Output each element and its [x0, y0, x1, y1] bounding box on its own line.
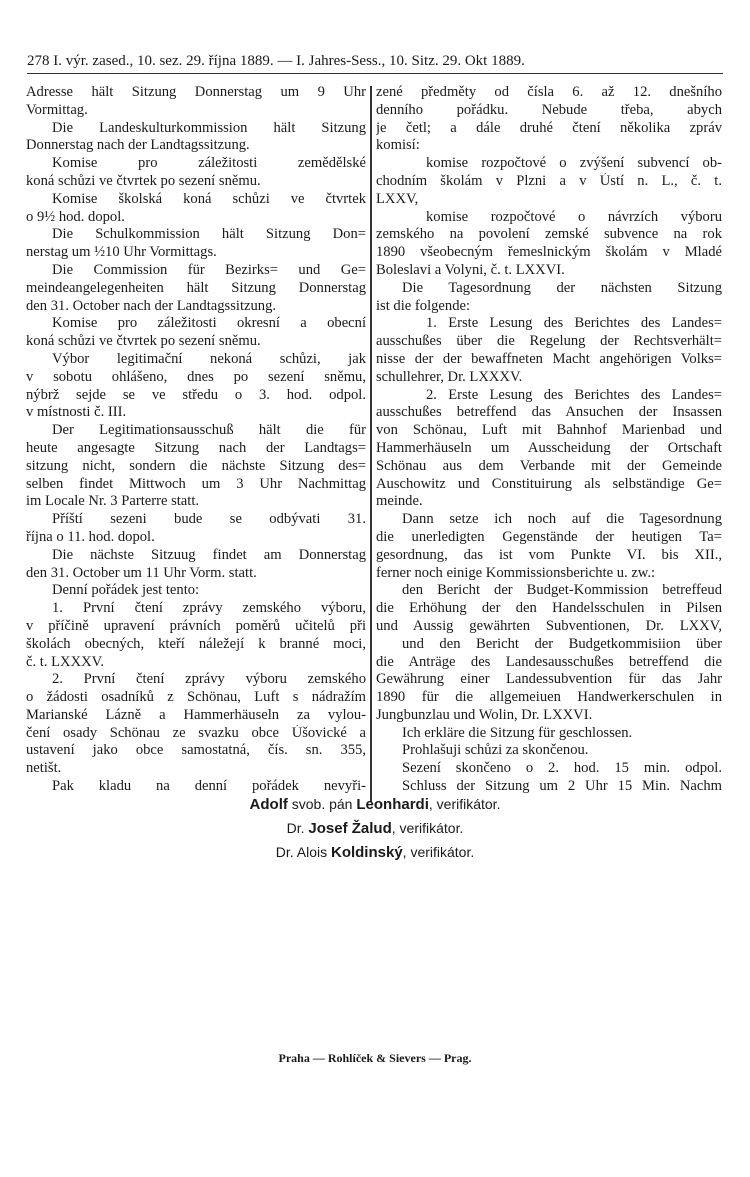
text-line: komisí:	[376, 137, 420, 154]
text-line: schullehrer, Dr. LXXXV.	[376, 368, 523, 385]
signer-role: , verifikátor.	[402, 844, 475, 860]
text-line: den 31. October nach der Landtagssitzung.	[26, 297, 277, 314]
text-line: Prohlašuji schůzi za skončenou.	[402, 742, 589, 759]
text-line: im Locale Nr. 3 Parterre statt.	[26, 493, 200, 510]
signature-line	[0, 844, 750, 861]
text-line: die Anträge des Landesausschußes betreffend die	[376, 653, 722, 670]
text-line: nerstag um ½10 Uhr Vormittags.	[26, 244, 217, 261]
text-line: Die Landeskulturkommission hält Sitzung	[52, 119, 366, 136]
text-line: den Bericht der Budget-Kommission betreffeud	[402, 582, 722, 599]
signer-name: Josef Žalud	[308, 820, 392, 837]
text-line: koná schůzi ve čtvrtek po sezení sněmu.	[26, 172, 261, 189]
text-line: die Erhöhung der den Handelsschulen in Pilsen	[376, 600, 722, 617]
signer-prefix: Dr.	[286, 820, 309, 836]
text-line: 1890 všeobecným řemeslnickým školám v Mladé	[376, 244, 722, 261]
column-divider	[370, 86, 372, 802]
text-line: Vormittag.	[26, 101, 88, 118]
text-line: nýbrž sejde se ve středu o 3. hod. odpol.	[26, 386, 366, 403]
signer-title: svob. pán	[287, 796, 357, 812]
signer-name: Adolf	[249, 796, 288, 813]
text-line: Adresse hält Sitzung Donnerstag um 9 Uhr	[26, 84, 366, 100]
text-line: v sobotu ohlášeno, dnes po sezení sněmu,	[26, 368, 366, 385]
text-line: chodním školám v Plzni a v Ústí n. L., č. t.	[376, 172, 722, 189]
text-line: ustavení jako obce samostatná, čís. sn. 355,	[26, 742, 366, 759]
text-line: ausschußes über die Regelung der Rechtsverhält=	[376, 333, 722, 350]
text-line: Jungbunzlau und Wolin, Dr. LXXVI.	[376, 706, 593, 723]
text-line: meindeangelegenheiten hält Sitzung Donnerstag	[26, 279, 366, 296]
text-line: den 31. October um 11 Uhr Vorm. statt.	[26, 564, 257, 581]
text-line: von Schönau, Luft mit Bahnhof Marienbad und	[376, 422, 722, 439]
text-line: Die Schulkommission hält Sitzung Don=	[52, 226, 366, 243]
signature-line	[0, 796, 750, 813]
text-line: Die nächste Sitzuug findet am Donnerstag	[52, 546, 366, 563]
text-line: Hammerhäuseln um Ausscheidung der Ortschaft	[376, 439, 722, 456]
text-line: zené předměty od čísla 6. až 12. dnešního	[376, 84, 722, 100]
text-line: Komise školská koná schůzi ve čtvrtek	[52, 190, 366, 207]
text-line: sitzung nicht, sondern die nächste Sitzung des=	[26, 457, 366, 474]
text-line: und Aussig gewährten Subventionen, Dr. LXXV,	[376, 617, 722, 634]
text-line: zemského na povolení zemské subvence na rok	[376, 226, 722, 243]
text-line: nisse der der bewaffneten Macht angehörigen Volks=	[376, 350, 722, 367]
text-line: Die Tagesordnung der nächsten Sitzung	[402, 279, 722, 296]
text-line: Der Legitimationsausschuß hält die für	[52, 422, 366, 439]
text-line: selben findet Mittwoch um 3 Uhr Nachmittag	[26, 475, 366, 492]
text-line: ist die folgende:	[376, 297, 471, 314]
text-line: Schluss der Sitzung um 2 Uhr 15 Min. Nachm	[402, 778, 722, 795]
text-line: meinde.	[376, 493, 423, 510]
signature-line	[0, 820, 750, 837]
text-line: 1. Erste Lesung des Berichtes des Landes=	[426, 315, 722, 332]
signer-prefix: Dr. Alois	[275, 844, 331, 860]
text-line: v příčině upravení právních poměrů učitelů při	[26, 617, 366, 634]
signer-name: Koldinský	[330, 844, 403, 861]
right-column	[376, 84, 722, 796]
text-line: je četl; a dále druhé čtení několika zpráv	[376, 119, 722, 136]
text-line: Die Commission für Bezirks= und Ge=	[52, 261, 366, 278]
text-line: Denní pořádek jest tento:	[52, 582, 200, 599]
text-line: Dann setze ich noch auf die Tagesordnung	[402, 511, 722, 528]
text-line: čení osady Schönau ze svazku obce Úšovické a	[26, 724, 366, 741]
signer-role: , verifikátor.	[428, 796, 501, 812]
running-head: 278 I. výr. zased., 10. sez. 29. října 1889. — I. Jahres-Sess., 10. Sitz. 29. Okt 1889.	[27, 53, 525, 69]
text-line: č. t. LXXXV.	[26, 653, 104, 670]
text-line: Pak kladu na denní pořádek nevyři-	[52, 778, 366, 795]
text-line: netišt.	[26, 760, 62, 777]
text-line: školách obecných, kteří náležejí k branné moci,	[26, 635, 366, 652]
text-line: Sezení skončeno o 2. hod. 15 min. odpol.	[402, 760, 722, 777]
text-line: ausschußes betreffend das Ansuchen der Insassen	[376, 404, 722, 421]
text-line: Marianské Lázně a Hammerhäuseln za vylou-	[26, 706, 366, 723]
text-line: o žádosti osadníků z Schönau, Luft s nádražím	[26, 689, 366, 706]
text-line: LXXV,	[376, 190, 419, 207]
text-line: Komise pro záležitosti okresní a obecní	[52, 315, 366, 332]
text-line: Výbor legitimační nekoná schůzi, jak	[52, 350, 366, 367]
text-line: komise rozpočtové o zvýšení subvencí ob-	[426, 155, 722, 172]
text-line: Auschowitz und Constituirung als selbständige Ge=	[376, 475, 722, 492]
text-line: die unerledigten Gegenstände der heutigen Ta=	[376, 528, 722, 545]
text-line: 1. První čtení zprávy zemského výboru,	[52, 600, 366, 617]
page-header	[27, 44, 723, 74]
left-column	[26, 84, 366, 796]
text-line: o 9½ hod. dopol.	[26, 208, 125, 225]
text-line: Schönau aus dem Verbande mit der Gemeinde	[376, 457, 722, 474]
text-line: komise rozpočtové o návrzích výboru	[426, 208, 722, 225]
text-line: Komise pro záležitosti zemědělské	[52, 155, 366, 172]
text-line: gesordnung, das ist vom Punkte VI. bis XII.,	[376, 546, 722, 563]
text-line: Gewährung einer Landessubvention für das Jahr	[376, 671, 722, 688]
text-line: 2. První čtení zprávy výboru zemského	[52, 671, 366, 688]
text-line: 1890 für die allgemeiuen Handwerkerschulen in	[376, 689, 722, 706]
text-line: koná schůzi ve čtvrtek po sezení sněmu.	[26, 333, 261, 350]
text-line: Boleslavi a Volyni, č. t. LXXVI.	[376, 261, 565, 278]
text-line: 2. Erste Lesung des Berichtes des Landes=	[426, 386, 722, 403]
text-line: Donnerstag nach der Landtagssitzung.	[26, 137, 250, 154]
printer-imprint: Praha — Rohlíček & Sievers — Prag.	[278, 1051, 472, 1065]
text-line: Příští sezeni bude se odbývati 31.	[52, 511, 366, 528]
text-line: und den Bericht der Budgetkommisiion über	[402, 635, 722, 652]
signer-role: , verifikátor.	[391, 820, 464, 836]
text-line: ferner noch einige Kommissionsberichte u. zw.:	[376, 564, 656, 581]
text-line: v místnosti č. III.	[26, 404, 127, 421]
signer-surname: Leonhardi	[356, 796, 429, 813]
text-line: denního pořádku. Nebude třeba, abych	[376, 101, 722, 118]
text-line: Ich erkläre die Sitzung für geschlossen.	[402, 724, 633, 741]
text-line: heute angesagte Sitzung nach der Landtags=	[26, 439, 366, 456]
text-line: října o 11. hod. dopol.	[26, 528, 155, 545]
